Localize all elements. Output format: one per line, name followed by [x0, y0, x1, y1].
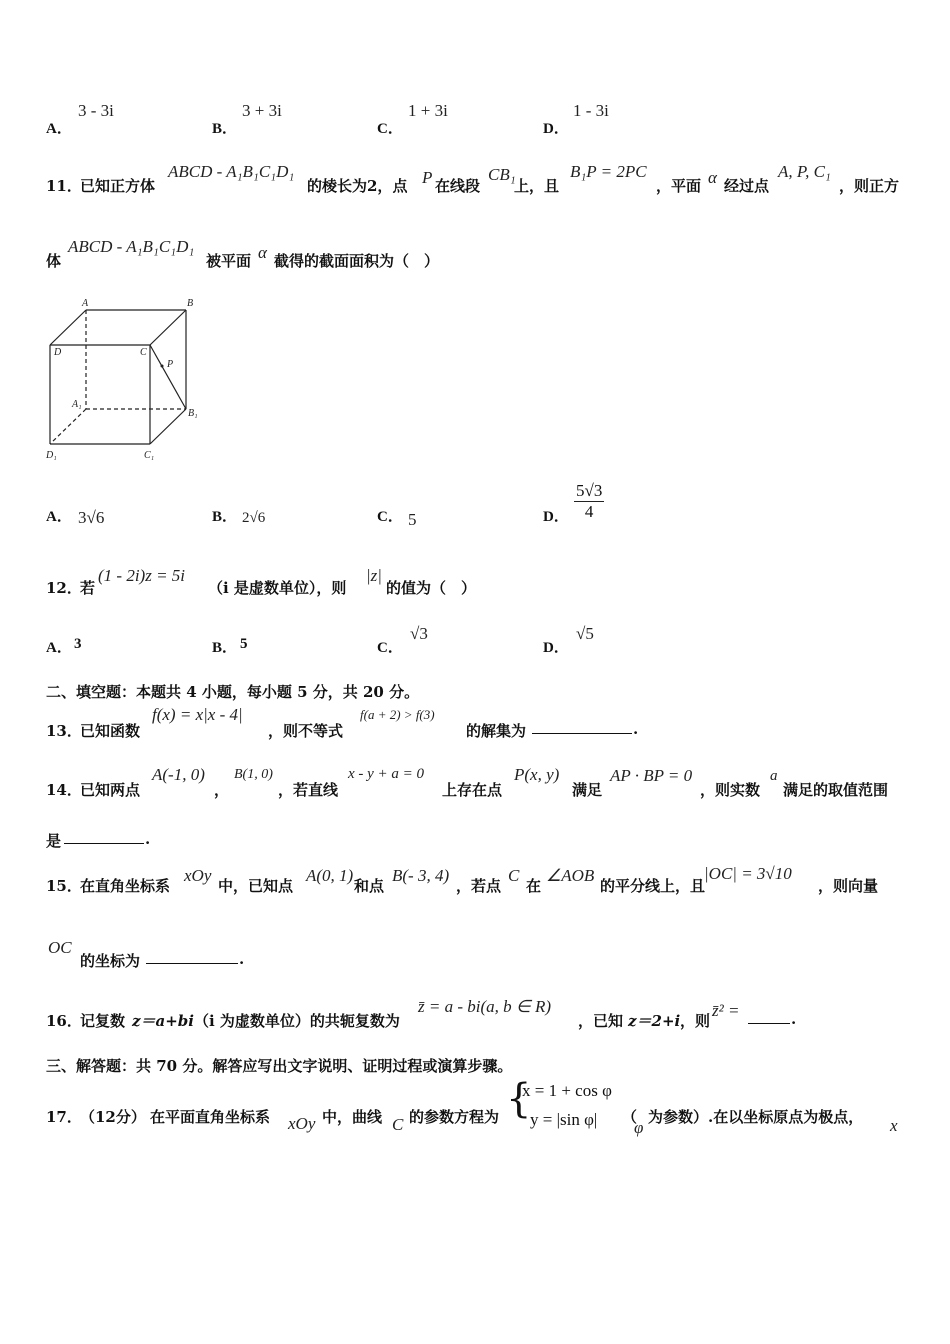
q11-text-8: 体	[46, 252, 62, 270]
q11-option-a-value: 3√6	[78, 508, 105, 527]
q16-z-value: z＝2+i	[628, 1012, 681, 1030]
point-p-dot	[161, 365, 164, 368]
q15-xoy: xOy	[184, 866, 212, 885]
q17-xoy: xOy	[288, 1114, 316, 1133]
q10-option-d-value: 1 - 3i	[573, 101, 609, 120]
q16-conjugate: z̄ = a - bi(a, b ∈ R)	[418, 997, 551, 1016]
q11-text-1: 已知正方体	[80, 177, 156, 195]
q10-option-c-label: C．	[377, 121, 403, 137]
q11-text-10: 截得的截面面积为（ ）	[274, 252, 440, 270]
edge-a1d1-hidden	[50, 409, 86, 444]
fig-label-c: C	[140, 347, 147, 358]
q16-end: .	[791, 1010, 797, 1028]
edge-ad	[50, 310, 86, 345]
q14-point-a: A(-1, 0)	[152, 765, 205, 784]
q17-equation-1: x = 1 + cos φ	[522, 1081, 612, 1100]
q11-alpha: α	[708, 168, 717, 187]
q12-option-a-label: A．	[46, 640, 72, 656]
q14-text-4: 满足	[572, 781, 603, 799]
q12-number: 12．	[46, 579, 82, 597]
section-3-heading: 三、解答题：共 70 分。解答应写出文字说明、证明过程或演算步骤。	[46, 1057, 513, 1075]
q14-a: a	[770, 768, 778, 784]
q11-cube: ABCD - A₁B₁C₁D₁	[168, 162, 295, 181]
q11-option-b-value: 2√6	[242, 510, 266, 526]
q13-number: 13．	[46, 722, 82, 740]
q12-option-b-label: B．	[212, 640, 238, 656]
q15-text-5: 在	[526, 877, 542, 895]
q11-option-c-value: 5	[408, 510, 417, 529]
q12-option-b-value: 5	[240, 636, 248, 652]
fig-label-p: P	[167, 359, 174, 370]
q11-text-2: 的棱长为2，点	[307, 177, 408, 195]
q14-text-6: 满足的取值范围	[783, 781, 889, 799]
fig-label-b1: B₁	[188, 408, 198, 419]
q11-points: A, P, C₁	[778, 162, 831, 181]
cube-figure	[40, 292, 210, 464]
q12-option-c-value: √3	[410, 624, 428, 643]
q16-z-def: z＝a+bi	[132, 1012, 194, 1030]
q17-curve-c: C	[392, 1115, 404, 1134]
q12-option-d-value: √5	[576, 624, 594, 643]
q10-option-d-label: D．	[543, 121, 569, 137]
q14-answer-blank[interactable]	[64, 829, 144, 848]
q11-option-c-label: C．	[377, 509, 403, 525]
q11-text-9: 被平面	[206, 252, 252, 270]
q13-answer-blank[interactable]	[532, 719, 632, 738]
q17-system-brace: {	[506, 1076, 532, 1122]
q11-alpha-2: α	[258, 243, 267, 262]
q15-text-2: 中，已知点	[218, 877, 294, 895]
q14-text-2: ，若直线	[278, 781, 339, 799]
q10-option-a-label: A．	[46, 121, 72, 137]
q17-score: （12分）	[80, 1108, 146, 1126]
q15-answer-blank[interactable]	[146, 949, 238, 968]
q12-equation: (1 - 2i)z = 5i	[98, 566, 186, 585]
q14-end: .	[145, 830, 151, 848]
q11-option-d-label: D．	[543, 509, 569, 525]
fig-label-a1: A₁	[72, 399, 82, 410]
q11-condition: B₁P = 2PC	[570, 162, 647, 181]
q10-option-c-value: 1 + 3i	[408, 101, 448, 120]
q11-text-3: 在线段	[435, 177, 481, 195]
q15-text-6: 的平分线上，且	[600, 877, 706, 895]
q12-abs: |z|	[366, 566, 382, 585]
q14-point-p: P(x, y)	[514, 765, 560, 784]
q11-text-5: ，平面	[656, 177, 702, 195]
fig-label-a: A	[82, 298, 89, 309]
q17-phi: φ	[634, 1118, 644, 1137]
q14-text-7: 是	[46, 832, 62, 850]
q11-segment: CB₁	[488, 165, 516, 184]
q11-text-4: 上，且	[514, 177, 560, 195]
q16-answer-blank[interactable]	[748, 1009, 790, 1028]
q17-x: x	[890, 1116, 898, 1135]
q14-text-3: 上存在点	[442, 781, 503, 799]
q11-option-d-fraction	[574, 481, 604, 522]
segment-cb1	[150, 345, 186, 409]
edge-bc	[150, 310, 186, 345]
q16-conjugate-squared: z̄² =	[712, 1001, 740, 1020]
q10-option-b-label: B．	[212, 121, 238, 137]
q11-point-p: P	[422, 168, 433, 187]
q15-text-1: 在直角坐标系	[80, 877, 171, 895]
q11-option-d-numerator: 5√3	[576, 481, 603, 500]
q15-text-7: ，则向量	[818, 877, 879, 895]
q15-point-a: A(0, 1)	[306, 866, 354, 885]
q13-text-1: 已知函数	[80, 722, 141, 740]
q15-vector-oc: OC	[48, 938, 72, 957]
q15-text-8: 的坐标为	[80, 952, 141, 970]
q16-number: 16．	[46, 1012, 82, 1030]
q17-number: 17．	[46, 1108, 82, 1126]
q17-text-1: 在平面直角坐标系	[150, 1108, 271, 1126]
q10-option-b-value: 3 + 3i	[242, 101, 282, 120]
fig-label-c1: C₁	[144, 450, 155, 461]
fig-label-b: B	[187, 298, 194, 309]
q13-function: f(x) = x|x - 4|	[152, 705, 243, 724]
q11-option-d-denominator: 4	[584, 502, 594, 521]
q15-end: .	[239, 950, 245, 968]
q11-text-7: ，则正方	[839, 177, 900, 195]
q12-text-3: 的值为（ ）	[386, 579, 477, 597]
q12-option-d-label: D．	[543, 640, 569, 656]
q11-option-b-label: B．	[212, 509, 238, 525]
q14-number: 14．	[46, 781, 82, 799]
q16-text-3: ，已知	[578, 1012, 624, 1030]
q11-text-6: 经过点	[724, 177, 770, 195]
q14-dot-product: AP · BP = 0	[610, 766, 693, 785]
q15-text-4: ，若点	[456, 877, 502, 895]
q15-angle: ∠AOB	[546, 866, 595, 885]
q15-point-c: C	[508, 866, 520, 885]
q16-text-4: ，则	[680, 1012, 711, 1030]
q17-equation-2: y = |sin φ|	[530, 1110, 598, 1129]
q11-option-a-label: A．	[46, 509, 72, 525]
edge-c1b1	[150, 409, 186, 444]
q14-point-b: B(1, 0)	[234, 767, 273, 782]
q14-line: x - y + a = 0	[348, 766, 425, 782]
q15-point-b: B(- 3, 4)	[392, 866, 450, 885]
q16-text-1: 记复数	[80, 1012, 126, 1030]
q13-inequality: f(a + 2) > f(3)	[360, 707, 435, 722]
q11-number: 11．	[46, 177, 82, 195]
q15-oc-length: |OC| = 3√10	[704, 864, 792, 883]
q14-text-5: ，则实数	[700, 781, 761, 799]
q17-text-5: 为参数）.在以坐标原点为极点，	[648, 1108, 864, 1126]
q10-option-a-value: 3 - 3i	[78, 101, 114, 120]
q12-option-c-label: C．	[377, 640, 403, 656]
q17-text-3: 的参数方程为	[409, 1108, 500, 1126]
q13-end: .	[633, 720, 639, 738]
q14-comma: ，	[214, 781, 230, 799]
q17-text-2: 中，曲线	[322, 1108, 383, 1126]
q12-text-2: （i 是虚数单位），则	[208, 579, 347, 597]
q12-text-1: 若	[80, 579, 96, 597]
q16-text-2: （i 为虚数单位）的共轭复数为	[194, 1012, 400, 1030]
q17-text-4: （	[622, 1108, 638, 1126]
q11-cube-2: ABCD - A₁B₁C₁D₁	[68, 237, 195, 256]
fig-label-d1: D₁	[46, 450, 57, 461]
q15-number: 15．	[46, 877, 82, 895]
q13-text-3: 的解集为	[466, 722, 527, 740]
section-2-heading: 二、填空题：本题共 4 小题，每小题 5 分，共 20 分。	[46, 683, 420, 701]
q12-option-a-value: 3	[74, 636, 82, 652]
q13-text-2: ，则不等式	[268, 722, 344, 740]
q14-text-1: 已知两点	[80, 781, 141, 799]
fig-label-d: D	[54, 347, 62, 358]
q15-text-3: 和点	[354, 877, 385, 895]
